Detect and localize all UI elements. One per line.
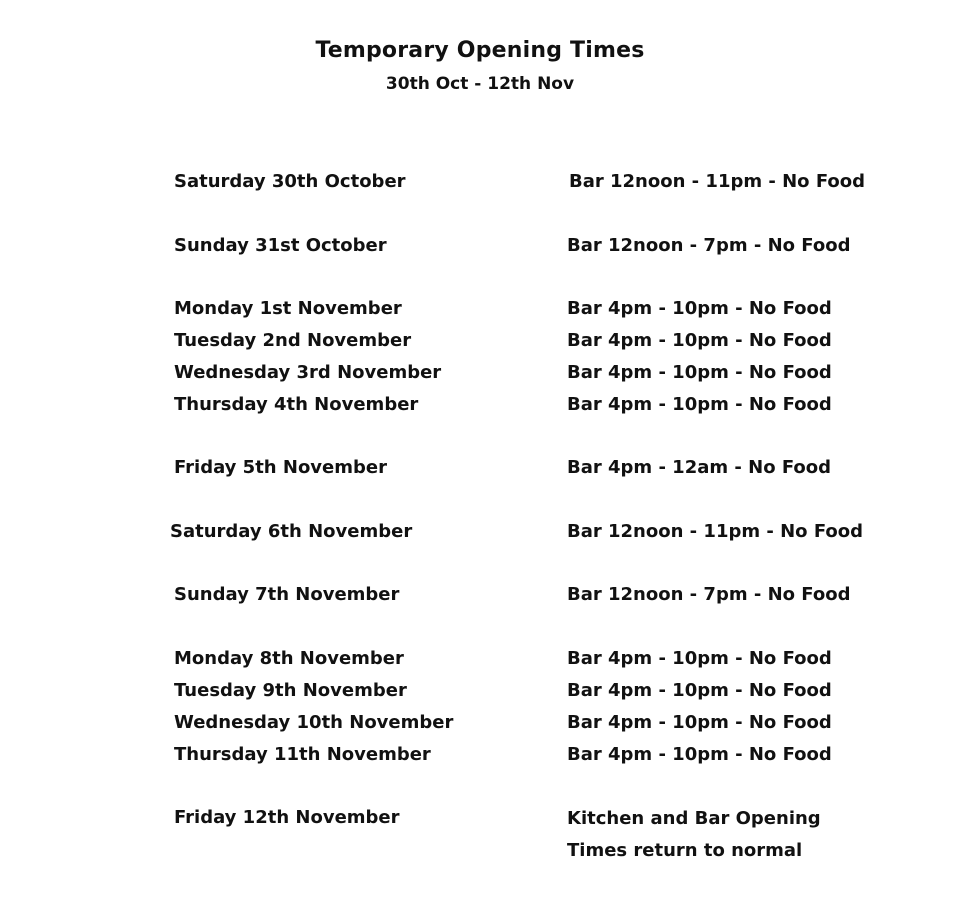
schedule-hours: Bar 4pm - 10pm - No Food — [567, 330, 832, 351]
schedule-row-sat-6-nov — [0, 521, 960, 549]
schedule-day: Thursday 4th November — [174, 394, 419, 415]
schedule-day: Tuesday 9th November — [174, 680, 407, 701]
schedule-row-tue-9-nov — [0, 680, 960, 708]
schedule-day: Saturday 30th October — [174, 171, 406, 192]
schedule-day: Tuesday 2nd November — [174, 330, 412, 351]
schedule-hours-line-1: Kitchen and Bar Opening — [567, 808, 821, 829]
schedule-hours: Bar 4pm - 12am - No Food — [567, 457, 832, 478]
schedule-hours: Bar 4pm - 10pm - No Food — [567, 362, 832, 383]
schedule-hours: Bar 4pm - 10pm - No Food — [567, 394, 832, 415]
schedule-hours: Bar 12noon - 11pm - No Food — [569, 171, 865, 192]
schedule-row-sat-30-oct — [0, 171, 960, 199]
schedule-row-tue-2-nov — [0, 330, 960, 358]
schedule-hours: Bar 12noon - 7pm - No Food — [567, 584, 851, 605]
schedule-row-wed-3-nov — [0, 362, 960, 390]
page-title: Temporary Opening Times — [315, 38, 645, 63]
schedule-hours: Bar 4pm - 10pm - No Food — [567, 648, 832, 669]
schedule-day: Thursday 11th November — [174, 744, 431, 765]
schedule-row-fri-12-nov — [0, 807, 960, 871]
schedule-day: Monday 1st November — [174, 298, 402, 319]
schedule-day: Saturday 6th November — [170, 521, 413, 542]
schedule-row-mon-1-nov — [0, 298, 960, 326]
schedule-row-thu-11-nov — [0, 744, 960, 772]
schedule-row-wed-10-nov — [0, 712, 960, 740]
schedule-hours: Bar 4pm - 10pm - No Food — [567, 680, 832, 701]
schedule-hours: Bar 4pm - 10pm - No Food — [567, 712, 832, 733]
schedule-hours-line-2: Times return to normal — [567, 840, 803, 861]
schedule-hours: Bar 4pm - 10pm - No Food — [567, 298, 832, 319]
schedule-row-thu-4-nov — [0, 394, 960, 422]
schedule-day: Friday 12th November — [174, 807, 400, 828]
date-range-subtitle: 30th Oct - 12th Nov — [385, 74, 575, 94]
schedule-day: Monday 8th November — [174, 648, 404, 669]
schedule-hours: Bar 12noon - 11pm - No Food — [567, 521, 863, 542]
schedule-day: Wednesday 3rd November — [174, 362, 442, 383]
schedule-row-sun-31-oct — [0, 235, 960, 263]
schedule-day: Sunday 31st October — [174, 235, 387, 256]
schedule-day: Wednesday 10th November — [174, 712, 454, 733]
schedule-hours: Bar 4pm - 10pm - No Food — [567, 744, 832, 765]
schedule-row-sun-7-nov — [0, 584, 960, 612]
schedule-day: Sunday 7th November — [174, 584, 400, 605]
schedule-day: Friday 5th November — [174, 457, 387, 478]
schedule-hours: Bar 12noon - 7pm - No Food — [567, 235, 851, 256]
schedule-hours — [567, 803, 821, 867]
schedule-row-mon-8-nov — [0, 648, 960, 676]
schedule-row-fri-5-nov — [0, 457, 960, 485]
